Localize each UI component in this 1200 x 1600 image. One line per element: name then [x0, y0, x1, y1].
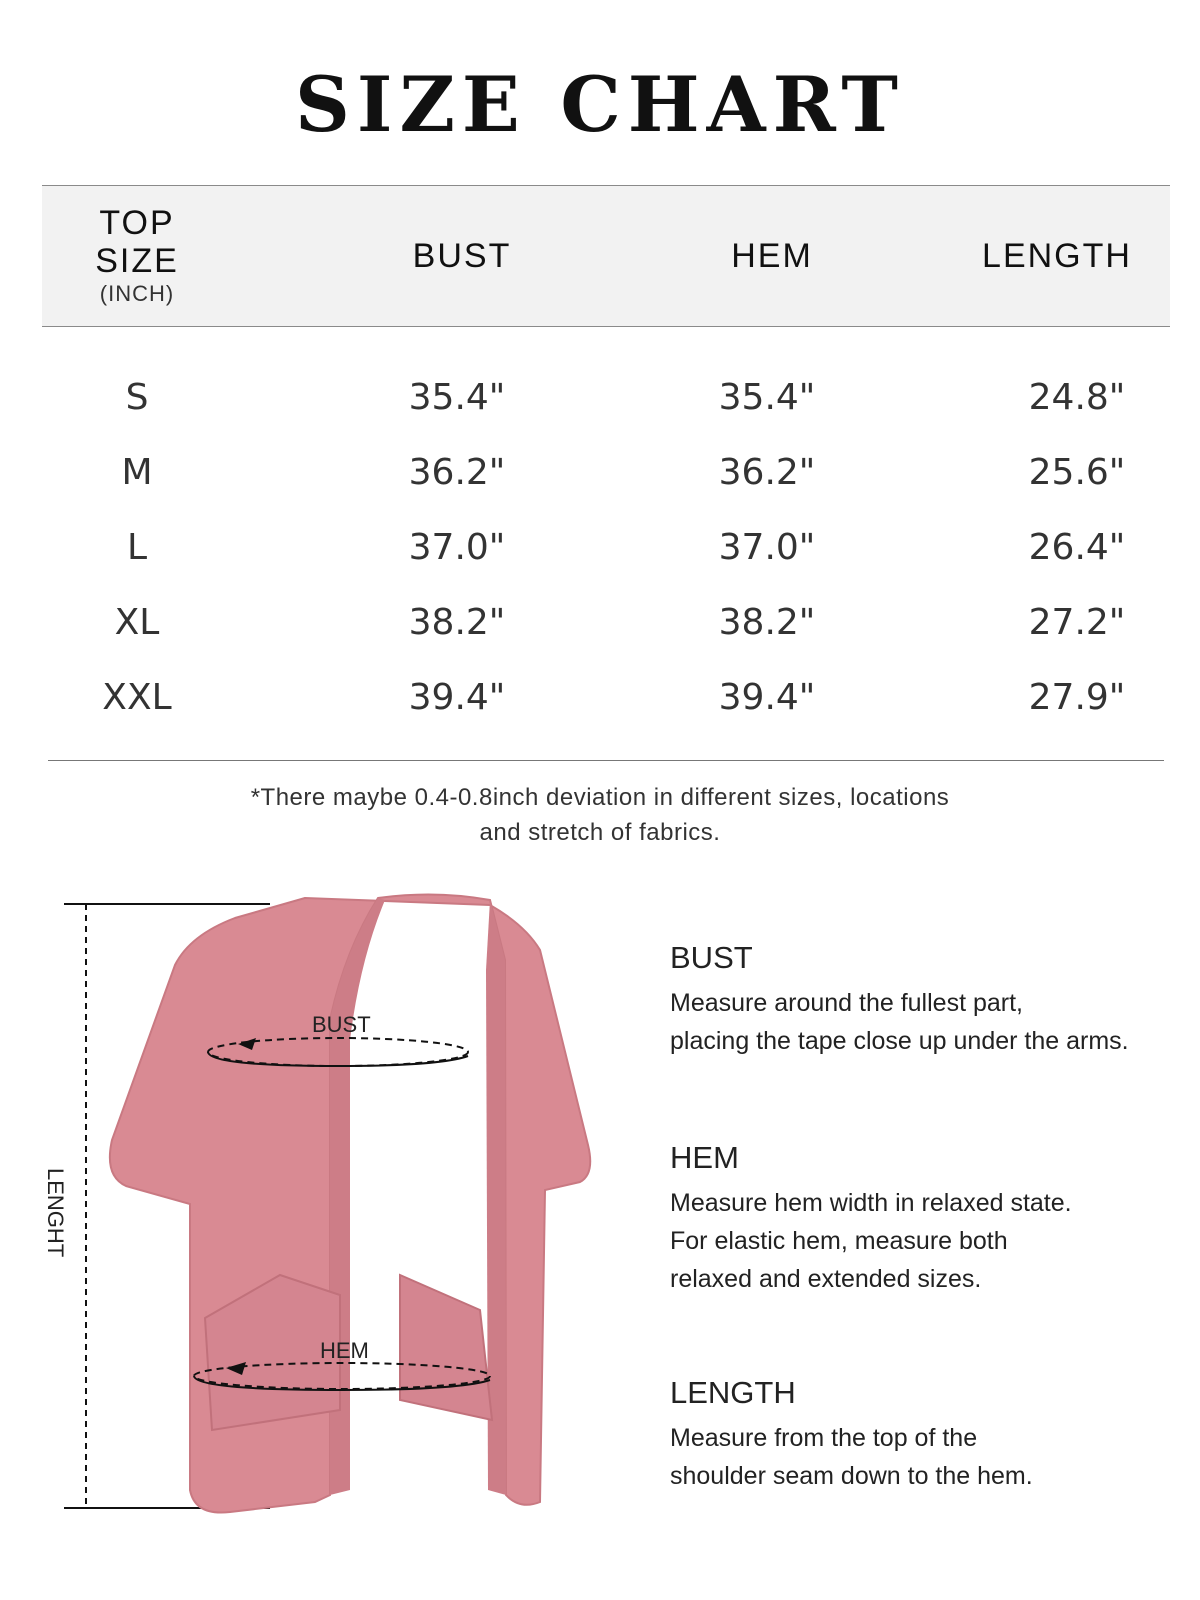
hem-cell: 38.2": [718, 602, 816, 643]
bust-cell: 39.4": [408, 677, 506, 718]
header-hem: HEM: [731, 236, 813, 275]
bust-description-line: Measure around the fullest part,: [670, 989, 1023, 1017]
garment-diagram: [40, 890, 620, 1540]
length-cell: 27.2": [1028, 602, 1126, 643]
bust-description-line: placing the tape close up under the arms.: [670, 1027, 1129, 1055]
size-cell: XXL: [102, 677, 172, 718]
table-header: [42, 185, 1170, 327]
length-label: LENGHT: [43, 1168, 68, 1258]
hem-cell: 36.2": [718, 452, 816, 493]
bust-cell: 35.4": [408, 377, 506, 418]
hem-figure-label: HEM: [320, 1338, 369, 1363]
length-cell: 27.9": [1028, 677, 1126, 718]
hem-description-title: HEM: [670, 1140, 739, 1175]
table-divider: [48, 760, 1164, 761]
hem-description-line: relaxed and extended sizes.: [670, 1265, 982, 1293]
bust-description-title: BUST: [670, 940, 753, 975]
header-top-size: [42, 186, 232, 326]
table-row: [42, 510, 1170, 585]
header-top-label: TOP: [99, 204, 175, 242]
table-row: [42, 435, 1170, 510]
header-size-label: SIZE: [95, 242, 179, 280]
size-table-body: [42, 360, 1170, 735]
length-cell: 25.6": [1028, 452, 1126, 493]
size-cell: S: [125, 377, 149, 418]
hem-description: [670, 1140, 1190, 1298]
length-description-line: Measure from the top of the: [670, 1424, 978, 1452]
hem-description-line: For elastic hem, measure both: [670, 1227, 1008, 1255]
hem-cell: 39.4": [718, 677, 816, 718]
length-cell: 26.4": [1028, 527, 1126, 568]
length-description-line: shoulder seam down to the hem.: [670, 1462, 1033, 1490]
hem-cell: 35.4": [718, 377, 816, 418]
table-row: [42, 360, 1170, 435]
length-description-title: LENGTH: [670, 1375, 796, 1410]
table-row: [42, 660, 1170, 735]
note-line-1: *There maybe 0.4-0.8inch deviation in different sizes, locations: [250, 784, 950, 811]
bust-description: [670, 940, 1190, 1060]
note-line-2: and stretch of fabrics.: [479, 819, 721, 846]
bust-cell: 36.2": [408, 452, 506, 493]
right-pocket-icon: [400, 1275, 492, 1420]
hem-cell: 37.0": [718, 527, 816, 568]
table-row: [42, 585, 1170, 660]
size-cell: L: [126, 527, 148, 568]
bust-cell: 37.0": [408, 527, 506, 568]
hem-description-line: Measure hem width in relaxed state.: [670, 1189, 1072, 1217]
header-bust: BUST: [412, 236, 512, 275]
page-title: SIZE CHART: [295, 60, 905, 149]
size-cell: XL: [114, 602, 160, 643]
bust-figure-label: BUST: [312, 1012, 371, 1037]
bust-cell: 38.2": [408, 602, 506, 643]
header-unit-label: (INCH): [99, 281, 175, 306]
header-length: LENGTH: [982, 236, 1132, 275]
deviation-note: [150, 780, 1050, 850]
size-cell: M: [121, 452, 153, 493]
length-description: [670, 1375, 1190, 1495]
length-cell: 24.8": [1028, 377, 1126, 418]
